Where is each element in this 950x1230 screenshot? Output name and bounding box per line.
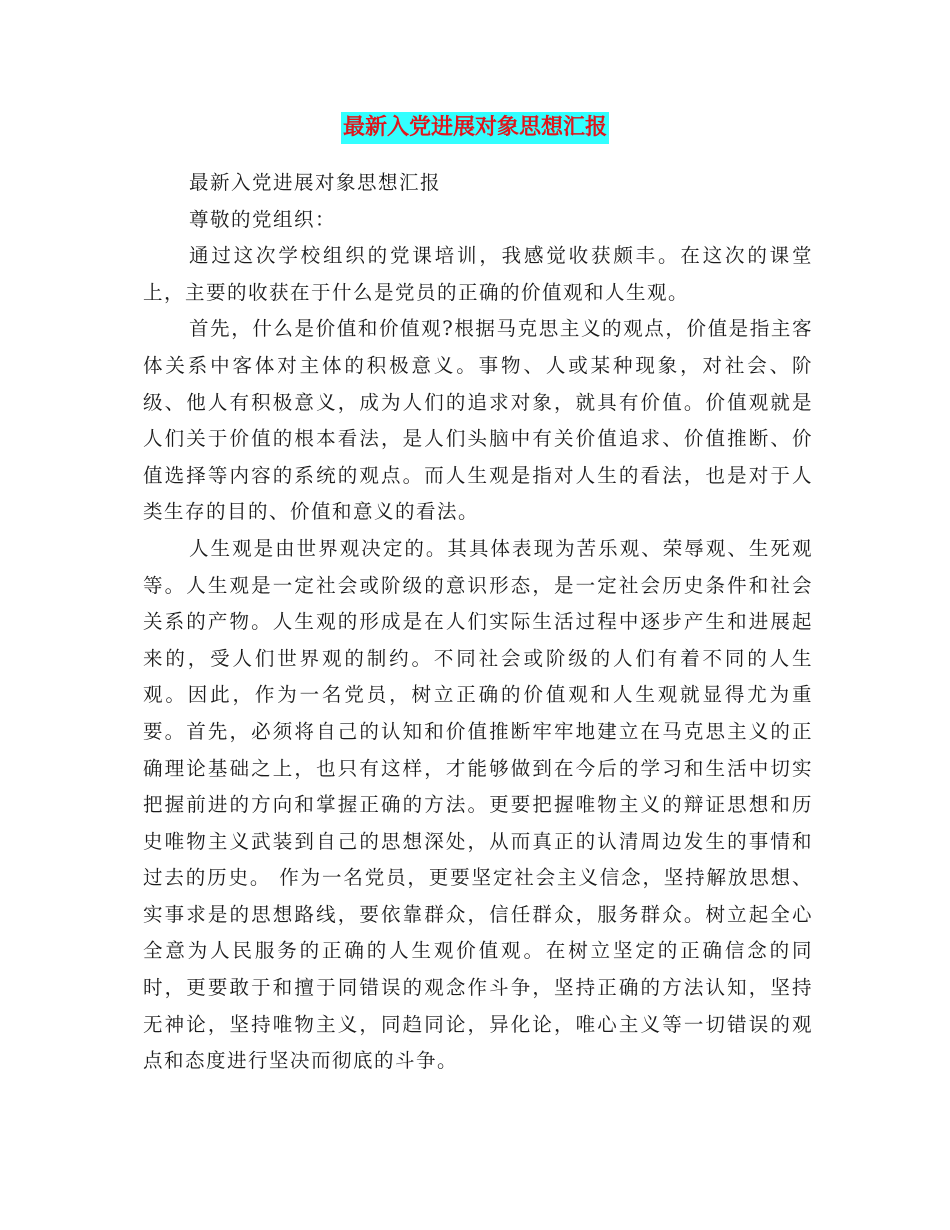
paragraph-values: 首先，什么是价值和价值观?根据马克思主义的观点，价值是指主客体关系中客体对主体的积极意义。事物、人或某种现象，对社会、阶级、他人有积极意义，成为人们的追求对象，就具有价值。价值观就是人们关于价值的根本看法，是人们头脑中有关价值追求、价值推断、价值选择等内容的系统的观点。而人生观是指对人生的看法，也是对于人类生存的目的、价值和意义的看法。 bbox=[143, 317, 813, 524]
paragraph-heading-repeat: 最新入党进展对象思想汇报 bbox=[189, 171, 442, 194]
paragraph-salutation: 尊敬的党组织： bbox=[189, 207, 337, 231]
paragraph-intro: 通过这次学校组织的党课培训，我感觉收获颇丰。在这次的课堂上，主要的收获在于什么是党员的正确的价值观和人生观。 bbox=[143, 244, 813, 304]
paragraph-outlook: 人生观是由世界观决定的。其具体表现为苦乐观、荣辱观、生死观等。人生观是一定社会或阶级的意识形态，是一定社会历史条件和社会关系的产物。人生观的形成是在人们实际生活过程中逐步产生和进展起来的，受人们世界观的制约。不同社会或阶级的人们有着不同的人生观。因此，作为一名党员，树立正确的价值观和人生观就显得尤为重要。首先，必须将自己的认知和价值推断牢牢地建立在马克思主义的正确理论基础之上，也只有这样，才能够做到在今后的学习和生活中切实把握前进的方向和掌握正确的方法。更要把握唯物主义的辩证思想和历史唯物主义武装到自己的思想深处，从而真正的认清周边发生的事情和过去的历史。 作为一名党员，更要坚定社会主义信念，坚持解放思想、实事求是的思想路线，要依靠群众，信任群众，服务群众。树立起全心全意为人民服务的正确的人生观价值观。在树立坚定的正确信念的同时，更要敢于和擅于同错误的观念作斗争，坚持正确的方法认知，坚持无神论，坚持唯物主义，同趋同论，异化论，唯心主义等一切错误的观点和态度进行坚决而彻底的斗争。 bbox=[143, 536, 813, 1073]
document-title: 最新入党进展对象思想汇报 bbox=[341, 112, 609, 144]
document-body bbox=[143, 165, 813, 1080]
title-container bbox=[0, 112, 950, 144]
